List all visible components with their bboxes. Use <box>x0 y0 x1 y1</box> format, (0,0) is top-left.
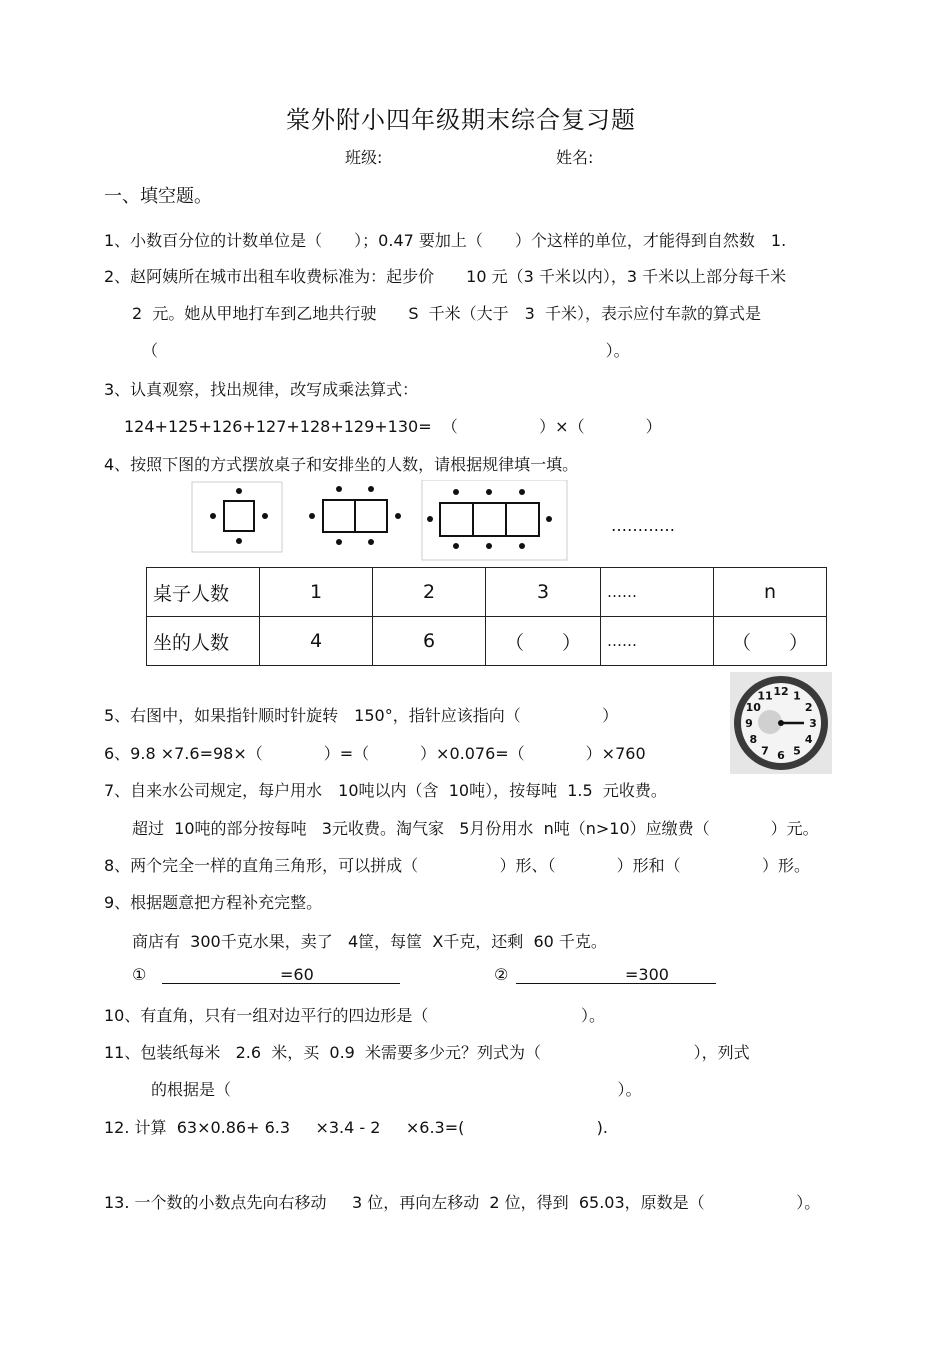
table-cell: 1 <box>260 568 373 617</box>
question-3-line-1: 3、认真观察，找出规律，改写成乘法算式： <box>104 380 419 399</box>
question-11-line-2: 的根据是（ ）。 <box>151 1080 642 1099</box>
question-4: 4、按照下图的方式摆放桌子和安排坐的人数，请根据规律填一填。 <box>104 455 579 474</box>
equation-2-marker: ② <box>494 965 509 984</box>
question-2-answer: （ ）。 <box>142 341 630 360</box>
clock-numeral: 2 <box>804 701 813 714</box>
table-arrangement-figure <box>190 480 570 562</box>
question-6: 6、9.8 ×7.6=98×（ ）=（ ）×0.076=（ ）×760 <box>104 744 646 763</box>
section-heading: 一、填空题。 <box>104 186 212 207</box>
arrangement-3 <box>427 489 552 549</box>
question-8: 8、两个完全一样的直角三角形，可以拼成（ ）形、（ ）形和（ ）形。 <box>104 856 810 875</box>
question-11-line-1: 11、包装纸每米 2.6 米，买 0.9 米需要多少元？列式为（ ），列式 <box>104 1043 750 1062</box>
equation-1-right: =60 <box>280 965 314 984</box>
table-cell: …… <box>601 568 714 617</box>
clock-numeral: 3 <box>809 717 817 730</box>
arrangement-1 <box>210 488 268 544</box>
clock-numeral: 6 <box>777 749 785 762</box>
clock-numeral: 5 <box>793 744 801 758</box>
table-cell: 4 <box>260 617 373 666</box>
question-1: 1、小数百分位的计数单位是（ ）；0.47 要加上（ ）个这样的单位，才能得到自然数 1. <box>104 231 787 250</box>
equation-2-right: =300 <box>625 965 669 984</box>
question-3-line-2: 124+125+126+127+128+129+130= （ ）×（ ） <box>124 417 662 436</box>
question-13: 13. 一个数的小数点先向右移动 3 位，再向左移动 2 位，得到 65.03，原数是（ ）。 <box>104 1193 821 1212</box>
clock-numeral: 8 <box>749 733 758 746</box>
table-cell: （ ） <box>486 617 601 666</box>
class-label: 班级: <box>345 148 383 167</box>
table-cell: 6 <box>373 617 486 666</box>
table-cell: 2 <box>373 568 486 617</box>
table-cell: 桌子人数 <box>147 568 260 617</box>
table-cell: 3 <box>486 568 601 617</box>
question-9-line-1: 9、根据题意把方程补充完整。 <box>104 893 323 912</box>
pattern-table <box>146 567 827 666</box>
clock-numeral: 9 <box>745 717 753 730</box>
table-row <box>147 568 827 617</box>
question-2-line-1: 2、赵阿姨所在城市出租车收费标准为：起步价 10 元（3 千米以内），3 千米以上部分每千米 <box>104 267 787 286</box>
clock-numeral: 7 <box>761 744 769 758</box>
question-5: 5、右图中，如果指针顺时针旋转 150°，指针应该指向（ ） <box>104 706 619 725</box>
page-title: 棠外附小四年级期末综合复习题 <box>286 106 636 134</box>
question-7-line-1: 7、自来水公司规定，每户用水 10吨以内（含 10吨），按每吨 1.5 元收费。 <box>104 781 667 800</box>
table-cell: n <box>714 568 827 617</box>
equation-2-blank <box>516 983 716 984</box>
clock-numeral: 4 <box>804 733 813 746</box>
arrangement-2 <box>309 486 401 545</box>
name-label: 姓名: <box>556 148 594 167</box>
table-cell: 坐的人数 <box>147 617 260 666</box>
clock-numeral: 11 <box>757 689 773 703</box>
clock-numeral: 10 <box>745 701 761 714</box>
question-7-line-2: 超过 10吨的部分按每吨 3元收费。淘气家 5月份用水 n吨（n>10）应缴费（ ）元。 <box>132 819 819 838</box>
table-row <box>147 617 827 666</box>
continuation-dots: ………… <box>611 516 675 535</box>
question-12: 12. 计算 63×0.86+ 6.3 ×3.4 - 2 ×6.3=( ). <box>104 1118 608 1137</box>
question-9-line-2: 商店有 300千克水果，卖了 4筐，每筐 X千克，还剩 60 千克。 <box>132 932 607 951</box>
question-10: 10、有直角，只有一组对边平行的四边形是（ ）。 <box>104 1006 605 1025</box>
clock-numeral: 12 <box>773 685 789 698</box>
table-cell: …… <box>601 617 714 666</box>
table-cell: （ ） <box>714 617 827 666</box>
question-2-line-2: 2 元。她从甲地打车到乙地共行驶 S 千米（大于 3 千米），表示应付车款的算式是 <box>132 304 762 323</box>
clock-numeral: 1 <box>793 689 801 703</box>
clock-icon <box>730 672 832 774</box>
equation-1-marker: ① <box>132 965 147 984</box>
